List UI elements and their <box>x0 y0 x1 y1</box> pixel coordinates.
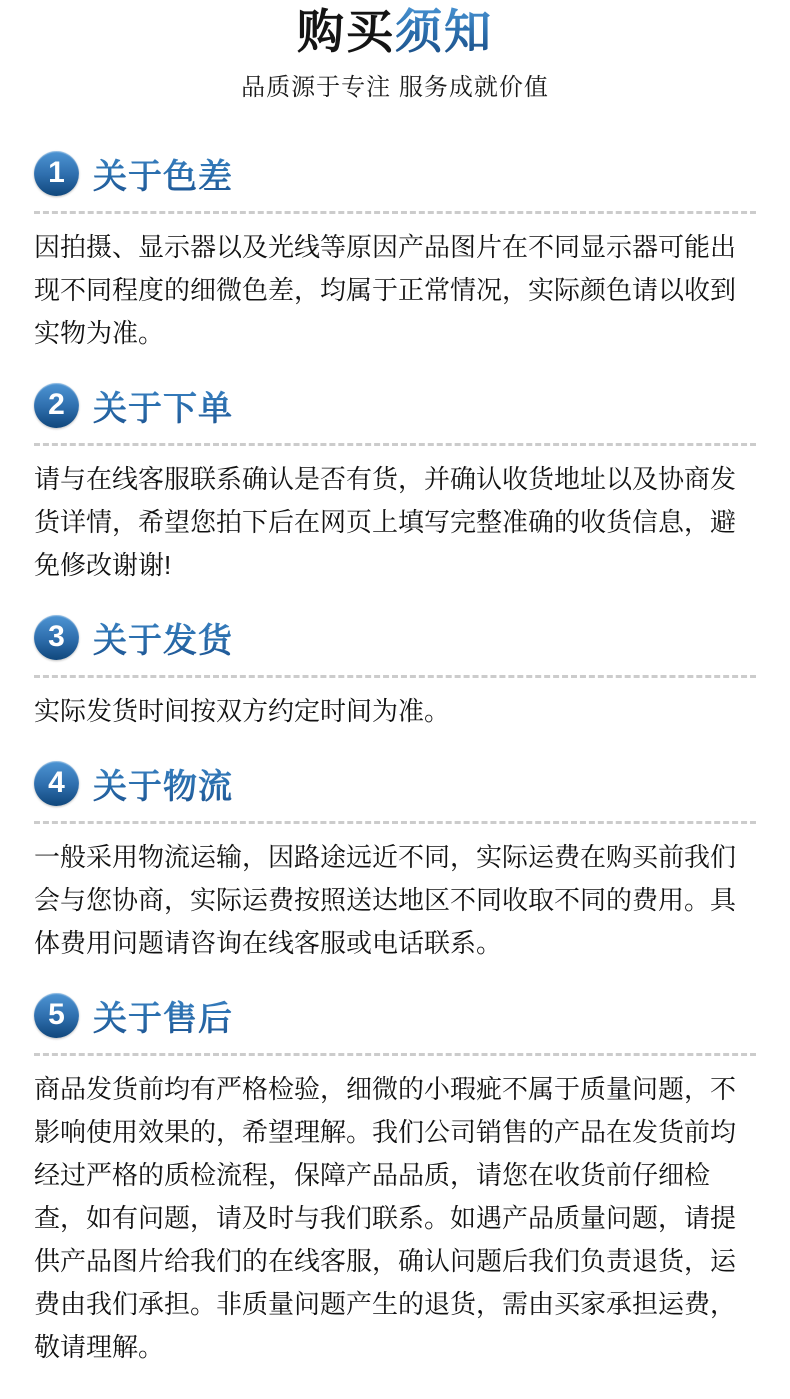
number-badge-2: 2 <box>34 383 79 428</box>
section-body-text: 一般采用物流运输，因路途远近不同，实际运费在购买前我们会与您协商，实际运费按照送达地区不同收取不同的费用。具体费用问题请咨询在线客服或电话联系。 <box>34 841 737 958</box>
section-shipping <box>34 613 756 733</box>
section-after-sales <box>34 991 756 1369</box>
section-logistics <box>34 759 756 965</box>
page-title <box>34 6 756 58</box>
section-header <box>34 381 756 430</box>
number-badge-4: 4 <box>34 761 79 806</box>
section-body-text: 商品发货前均有严格检验，细微的小瑕疵不属于质量问题，不影响使用效果的，希望理解。我们公司销售的产品在发货前均经过严格的质检流程，保障产品品质，请您在收货前仔细检查，如有问题，请及时与我们联系。如遇产品质量问题，请提供产品图片给我们的在线客服，确认问题后我们负责退货，运费由我们承担。非质量问题产生的退货，需由买家承担运费，敬请理解。 <box>34 1073 737 1362</box>
section-header <box>34 149 756 198</box>
number-badge-5: 5 <box>34 993 79 1038</box>
number-badge-3: 3 <box>34 615 79 660</box>
dashed-divider <box>34 821 756 824</box>
section-title: 关于售后 <box>93 991 233 1040</box>
section-header <box>34 991 756 1040</box>
section-header <box>34 759 756 808</box>
section-title: 关于色差 <box>93 149 233 198</box>
page-subtitle: 品质源于专注 服务成就价值 <box>241 73 549 101</box>
section-header <box>34 613 756 662</box>
page-title-black-part: 购买 <box>297 5 395 58</box>
section-title: 关于下单 <box>93 381 233 430</box>
section-ordering <box>34 381 756 587</box>
page-title-blue-part: 须知 <box>395 5 493 58</box>
number-badge-1: 1 <box>34 151 79 196</box>
section-body-text: 因拍摄、显示器以及光线等原因产品图片在不同显示器可能出现不同程度的细微色差，均属于正常情况，实际颜色请以收到实物为准。 <box>34 231 737 348</box>
dashed-divider <box>34 443 756 446</box>
section-title: 关于物流 <box>93 759 233 808</box>
dashed-divider <box>34 1053 756 1056</box>
section-color-difference <box>34 149 756 355</box>
section-body-text: 请与在线客服联系确认是否有货，并确认收货地址以及协商发货详情，希望您拍下后在网页上填写完整准确的收货信息，避免修改谢谢! <box>34 463 737 580</box>
dashed-divider <box>34 675 756 678</box>
dashed-divider <box>34 211 756 214</box>
section-body-text: 实际发货时间按双方约定时间为准。 <box>34 695 451 726</box>
section-title: 关于发货 <box>93 613 233 662</box>
